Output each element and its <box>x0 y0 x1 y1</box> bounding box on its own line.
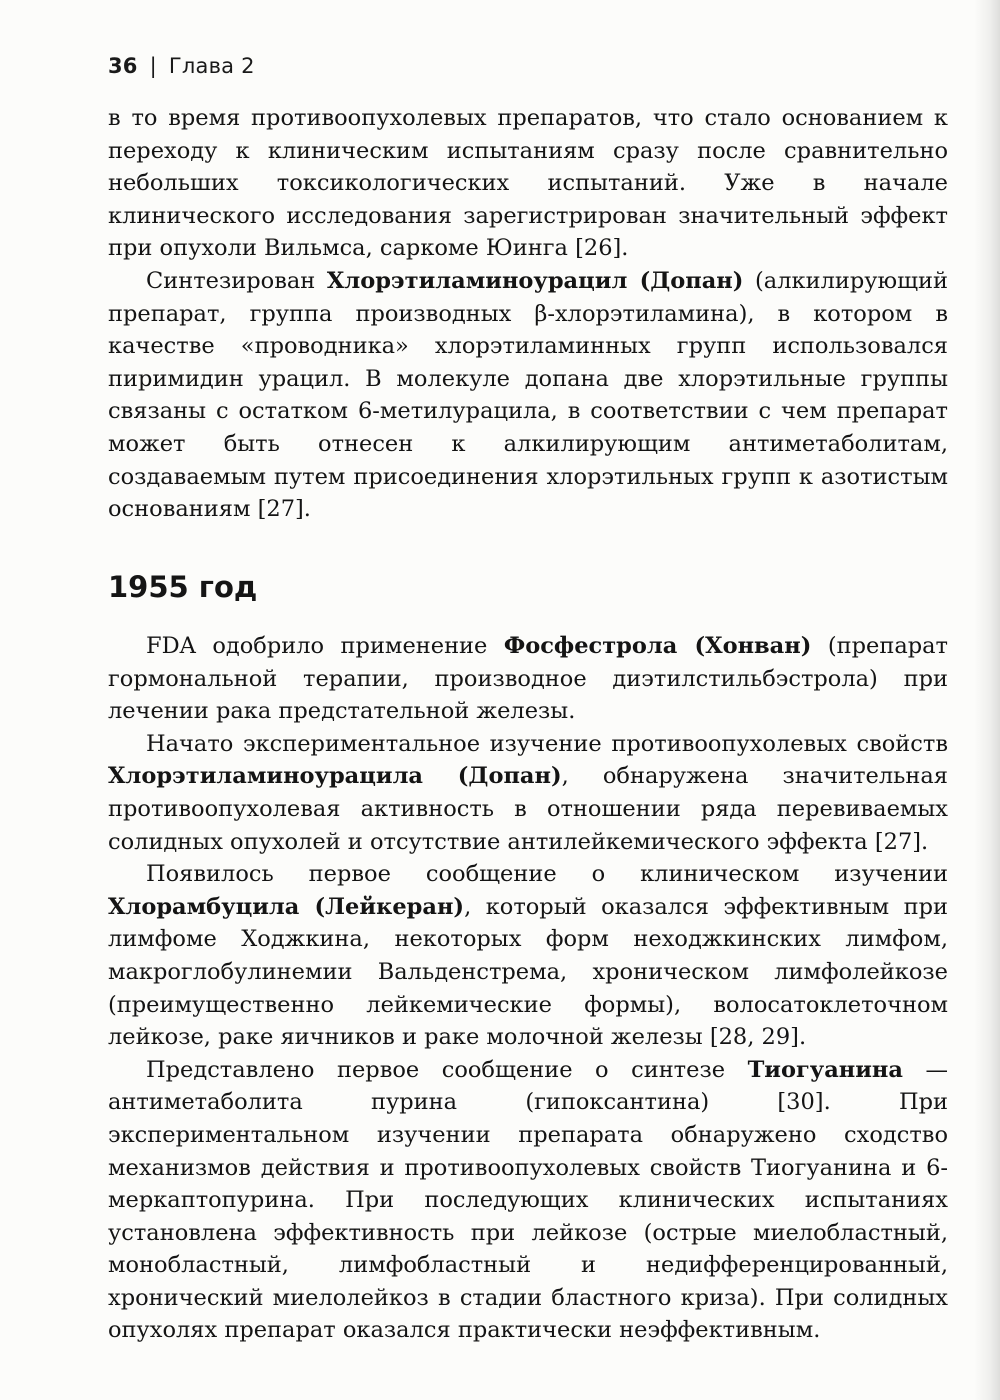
paragraph-text: , обнаружена значительная противоопухолевая активность в отношении ряда перевиваемых солидных опухолей и отсутствие антилейкемического эффекта [27]. <box>108 763 948 855</box>
page-number: 36 <box>108 54 138 78</box>
paragraph-text: FDA одобрило применение <box>146 633 504 659</box>
paragraph: в то время противоопухолевых препаратов, что стало основанием к переходу к клиническим испытаниям сразу после сравнительно небольших токсикологических испытаний. Уже в начале клинического исследования зарегистрирован значительный эффект при опухоли Вильмса, саркоме Юинга [26]. <box>108 105 948 262</box>
paragraph <box>108 1054 948 1347</box>
chapter-title: Глава 2 <box>168 54 255 78</box>
paragraph <box>108 728 948 858</box>
paragraph <box>108 265 948 526</box>
paragraph-text: Синтезирован <box>146 267 327 294</box>
paragraph <box>108 858 948 1054</box>
running-head <box>108 54 255 78</box>
paragraph-text: (препарат гормональной терапии, производное диэтилстильбэстрола) при лечении рака предстательной железы. <box>108 633 948 725</box>
section-heading: 1955 год <box>108 570 258 604</box>
header-separator: | <box>149 54 157 78</box>
section-1-text <box>108 102 948 526</box>
drug-name-bold: Тиогуанина <box>747 1056 903 1083</box>
drug-name-bold: Фосфестрола (Хонван) <box>503 633 812 659</box>
section-2-text <box>108 630 948 1347</box>
paragraph-text: — антиметаболита пурина (гипоксантина) [30]. При экспериментальном изучении препарата обнаружено сходство механизмов действия и противоопухолевых свойств Тиогуанина и 6-меркаптопурина. При последующих клинических испытаниях установлена эффективность при лейкозе (острые миелобластный, монобластный, лимфобластный и недифференцированный, хронический миелолейкоз в стадии бластного криза). При солидных опухолях препарат оказался практически неэффективным. <box>108 1056 948 1344</box>
drug-name-bold: Хлорэтиламиноурацила (Допан) <box>108 763 562 790</box>
paragraph-text: Появилось первое сообщение о клиническом изучении <box>146 861 948 888</box>
page-edge-shadow <box>974 0 1000 1400</box>
paragraph-text: , который оказался эффективным при лимфоме Ходжкина, некоторых форм неходжкинских лимфом, макроглобулинемии Вальденстрема, хроническом лимфолейкозе (преимущественно лейкемические формы), волосатоклеточном лейкозе, раке яичников и раке молочной железы [28, 29]. <box>108 893 948 1051</box>
drug-name-bold: Хлорамбуцила (Лейкеран) <box>108 893 465 920</box>
paragraph-text: Представлено первое сообщение о синтезе <box>146 1056 748 1083</box>
drug-name-bold: Хлорэтиламиноурацил (Допан) <box>326 267 744 294</box>
paragraph-text: (алкилирующий препарат, группа производных β-хлорэтиламина), в котором в качестве «проводника» хлорэтиламинных групп использовался пиримидин урацил. В молекуле допана две хлорэтильные группы связаны с остатком 6-метилурацила, в соответствии с чем препарат может быть отнесен к алкилирующим антиметаболитам, создаваемым путем присоединения хлорэтильных групп к азотистым основаниям [27]. <box>108 267 948 523</box>
paragraph-text: Начато экспериментальное изучение противоопухолевых свойств <box>146 730 948 757</box>
paragraph <box>108 630 948 728</box>
